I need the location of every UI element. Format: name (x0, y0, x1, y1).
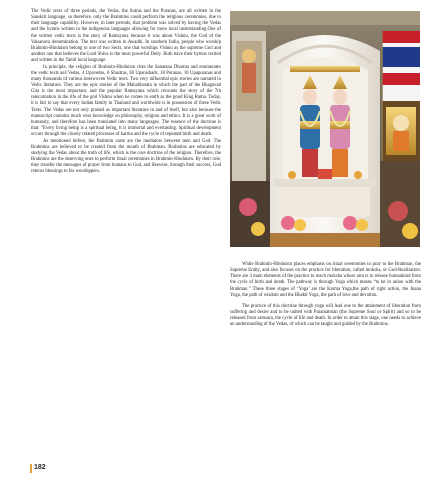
right-paragraph-1: While Brahmin-Hinduism places emphasis on ritual ceremonies to pray to the Brahman, the Supreme Entity, and also focuses on the practice for liberation, called moksha, or God-Realization. There are 3 main elements of the practice to reach moksha whose aim is to release humankind from the cycle of birth and death. The pathway is through Yoga which means “to be in union with the Brahman.” These three stages of ‘Yoga’ are the Karma Yoga,the path of right action, the Jnana Yoga, the path of wisdom and the Bhakti Yoga, the path of love and devotion. (230, 262, 421, 298)
right-paragraph-2: The practice of this doctrine through yoga will lead one to the attainment of liberation from suffering and desire and to be united with Paramatman (the Supreme Soul or Spirit) and so to be released from samsara, the cycle of life and death. In order to attain this stage, one needs to achieve an understanding of the Vedas, of which can be taught and guided by the Brahmins. (230, 303, 421, 328)
right-text-column (230, 262, 421, 328)
page-number: 182 (34, 464, 46, 471)
left-paragraph-2: In principle, the religion of Brahmin-Hinduism cites the Sanatana Dharma and enumerates the vedic texts as4 Vedas, 4 Upavedas, 6 Shastras, 38 Upanishads, 18 Puranas, 18 Upapuranas and many thousands of various interwoven Vedic texts. Two very influential epic stories are narrated in Vedic literature. They are the epic stories of the Mahabharata in which the part of the Bhagavad Gita is the most important, and the popular Ramayana which recounts the story of the 7th reincarnation in the life of the god Vishnu when he comes to earth as the good King Rama. Today, it is fair to say that every Indian family in Thailand and worldwide is in possession of these Vedic Texts. The Vedas are not only praised as important literature in and of itself, but also because the manuscript contains much wise knowledge on philosophy, religion and ethics. It is a great work of humanity, and therefore has been translated into many languages. The essence of the doctrine is that: “Every living being is a spiritual being, it is immortal and everlasting. Spiritual development occurs through the closely related processes of karma and the cycle of repeated birth and death. (31, 64, 221, 137)
shrine-photo (230, 11, 420, 247)
left-paragraph-3: As mentioned before, the Brahmin caste are the mediators between men and God. The Brahmins are believed to be created from the mouth of Brahman. Brahmins are educated by studying the Vedas about the truth of life, which is the core doctrine of the religion. Therefore, the Brahmins are the deserving ones to perform ritual ceremonies in Brahmin-Hinduism. By their role, they transfer the messages of prayer from humans to God, and likewise, through their success, God returns blessings to his worshippers. (31, 138, 221, 175)
left-text-column (31, 9, 221, 175)
shrine-photo-illustration (230, 11, 420, 247)
page-number-accent-bar (30, 464, 32, 473)
left-paragraph-1: The Vedic texts of three periods, the Vedas, the Sutras and the Puranas, are all written in the Sanskrit language, so therefore, only the Brahmins could perform the religious ceremonies, due to their language capability. However, in later periods, that problem was solved by having the Vedas and the hymns written in the indigenous languages allowing for more local understanding.One of the written vedic texts is the story of Ramayana because it was about Vishnu, the God of the Vaisanava denomination. The text was written in Awadhi. In southern India, people who worship Brahmin-Hinduism belong to one of two Sects, one that worships Vishnu as the supreme God and another one that believes the Lord Shiva is the most powerful Deity. Both have their hymns recited and written in the Tamil local language. (31, 9, 221, 63)
